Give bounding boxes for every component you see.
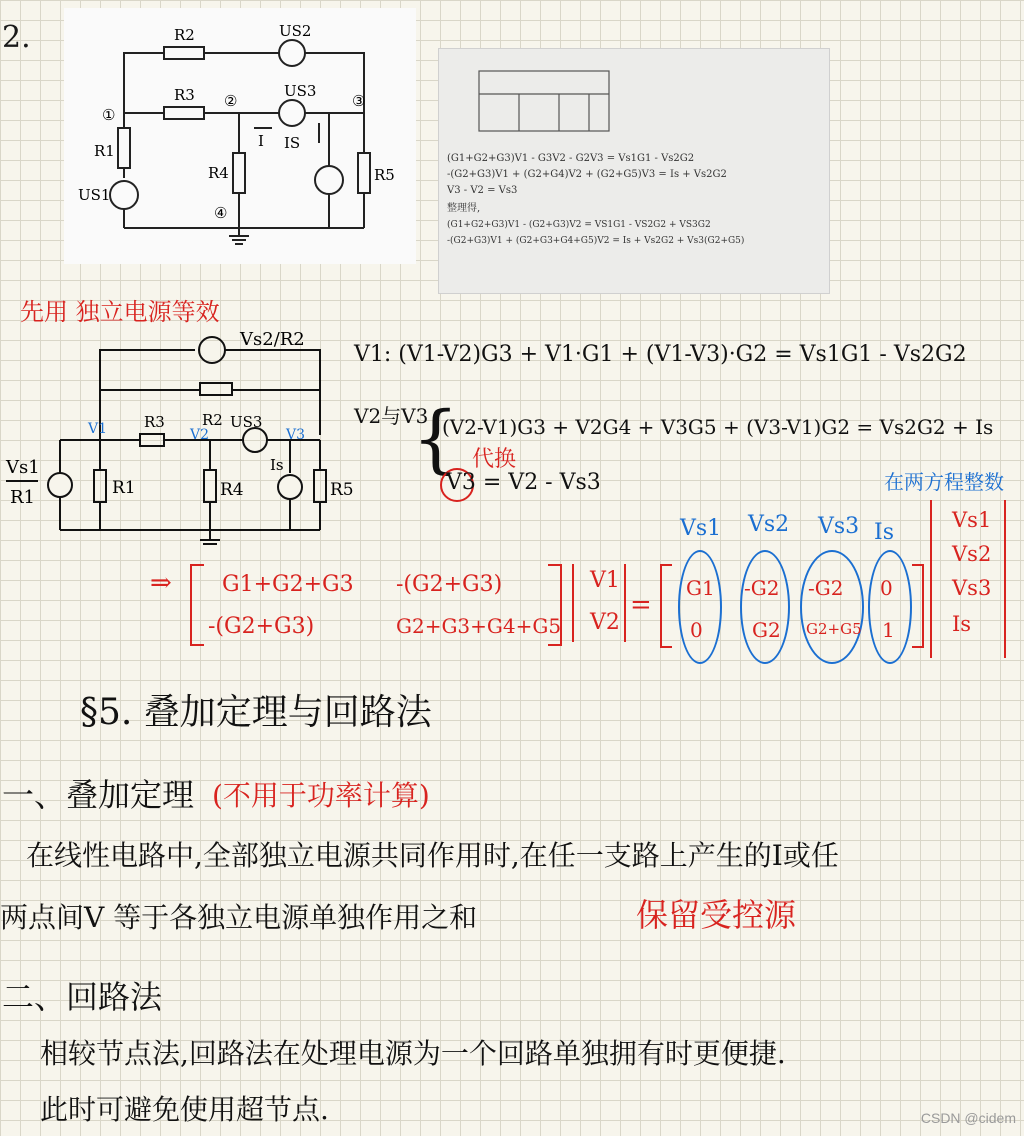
rhs-vs2: Vs2 <box>952 542 992 566</box>
c21: 0 <box>690 618 703 642</box>
notes-photo-sketch <box>439 49 829 293</box>
circuit-photo <box>64 8 416 264</box>
p2-line1: 相较节点法,回路法在处理电源为一个回路单独拥有时更便捷. <box>40 1037 786 1070</box>
c13: -G2 <box>808 576 844 600</box>
photo-eq4: (G1+G2+G3)V1 - (G2+G3)V2 = VS1G1 - VS2G2 + VS3G2 <box>447 220 711 230</box>
label-v2: V2 <box>190 427 210 443</box>
label-us3-hand: US3 <box>230 413 263 431</box>
c23: G2+G5 <box>806 620 862 638</box>
equals: = <box>630 590 652 620</box>
label-us2: US2 <box>279 22 312 40</box>
col-head-vs3: Vs3 <box>818 514 860 539</box>
photo-eq3: V3 - V2 = Vs3 <box>447 185 518 196</box>
label-r5-hand: R5 <box>330 480 354 500</box>
m21: -(G2+G3) <box>208 614 315 639</box>
label-r1-under: R1 <box>10 487 36 508</box>
problem-number: 2. <box>2 20 31 55</box>
m22: G2+G3+G4+G5 <box>396 614 562 638</box>
c22: G2 <box>752 618 781 642</box>
v3-eq: V3 = V2 - Vs3 <box>446 470 601 495</box>
coef-left-bracket <box>660 564 672 648</box>
p1-note: 保留受控源 <box>636 896 797 934</box>
c12: -G2 <box>744 576 780 600</box>
label-us3: US3 <box>284 82 317 100</box>
p1-line2: 两点间V 等于各独立电源单独作用之和 <box>0 901 478 934</box>
matrix-right-bracket <box>548 564 562 646</box>
h2: 二、回路法 <box>2 978 163 1016</box>
watermark: CSDN @cidem <box>920 1110 1016 1126</box>
vec-v2: V2 <box>590 610 620 635</box>
hand-circuit <box>0 325 360 555</box>
label-r2: R2 <box>174 26 195 44</box>
coef-right-bracket <box>912 564 924 648</box>
label-r2-hand: R2 <box>202 411 223 429</box>
title-red: 先用 独立电源等效 <box>20 298 220 326</box>
label-i: I <box>258 132 264 150</box>
c11: G1 <box>686 576 715 600</box>
photo-eq1: (G1+G2+G3)V1 - G3V2 - G2V3 = Vs1G1 - Vs2G2 <box>447 153 695 164</box>
node-1: ① <box>102 106 116 124</box>
m12: -(G2+G3) <box>396 572 503 597</box>
eq-v2v3: (V2-V1)G3 + V2G4 + V3G5 + (V3-V1)G2 = Vs2G2 + Is <box>442 415 994 439</box>
h1: 一、叠加定理 <box>2 776 195 814</box>
rhs-vs3: Vs3 <box>952 576 992 600</box>
label-us1: US1 <box>78 186 111 204</box>
label-r4: R4 <box>208 164 229 182</box>
rhs-vs1: Vs1 <box>952 508 992 532</box>
label-r3-hand: R3 <box>144 413 165 431</box>
matrix-left-bracket <box>190 564 204 646</box>
arrow: ⇒ <box>150 568 172 598</box>
label-r5: R5 <box>374 166 395 184</box>
eq-v1: V1: (V1-V2)G3 + V1·G1 + (V1-V3)·G2 = Vs1G1 - Vs2G2 <box>354 342 967 367</box>
label-r1: R1 <box>94 142 115 160</box>
col-head-vs2: Vs2 <box>748 512 790 537</box>
photo-eq5: -(G2+G3)V1 + (G2+G3+G4+G5)V2 = Is + Vs2G2 + Vs3(G2+G5) <box>447 236 745 246</box>
vec-v1: V1 <box>590 568 620 593</box>
photo-eq2: -(G2+G3)V1 + (G2+G4)V2 + (G2+G5)V3 = Is + Vs2G2 <box>447 169 727 180</box>
label-vs2-r2: Vs2/R2 <box>240 329 305 350</box>
col-head-vs1: Vs1 <box>680 516 722 541</box>
h1-note: (不用于功率计算) <box>212 779 430 812</box>
rhs-is: Is <box>952 612 972 636</box>
label-r1-hand: R1 <box>112 478 136 498</box>
brace: { <box>412 396 460 482</box>
notes-photo <box>438 48 830 294</box>
label-vs1: Vs1 <box>6 457 40 478</box>
p1-line1: 在线性电路中,全部独立电源共同作用时,在任一支路上产生的I或任 <box>26 839 839 872</box>
label-v3: V3 <box>286 427 306 443</box>
node-2: ② <box>224 92 238 110</box>
m11: G1+G2+G3 <box>222 572 354 597</box>
matrix-note: 在两方程整数 <box>884 470 1004 494</box>
node-4: ④ <box>214 204 228 222</box>
eq-v2v3-label: V2与V3 <box>354 404 429 428</box>
hand-circuit-svg <box>0 325 360 555</box>
p2-line2: 此时可避免使用超节点. <box>40 1093 329 1126</box>
col-circle-1 <box>678 550 722 664</box>
label-r3: R3 <box>174 86 195 104</box>
node-3: ③ <box>352 92 366 110</box>
col-head-is: Is <box>874 520 894 545</box>
col-circle-2 <box>740 550 790 664</box>
col-circle-3 <box>800 550 864 664</box>
col-circle-4 <box>868 550 912 664</box>
substitute-label: 代换 <box>472 447 517 472</box>
label-is: IS <box>284 134 301 152</box>
label-v1: V1 <box>88 421 108 437</box>
photo-label-result: 整理得, <box>447 203 481 214</box>
c14: 0 <box>880 576 893 600</box>
label-r4-hand: R4 <box>220 480 244 500</box>
c24: 1 <box>882 618 895 642</box>
label-is-hand: Is <box>270 456 284 474</box>
section-heading: §5. 叠加定理与回路法 <box>80 692 432 733</box>
circuit-diagram <box>64 8 416 264</box>
